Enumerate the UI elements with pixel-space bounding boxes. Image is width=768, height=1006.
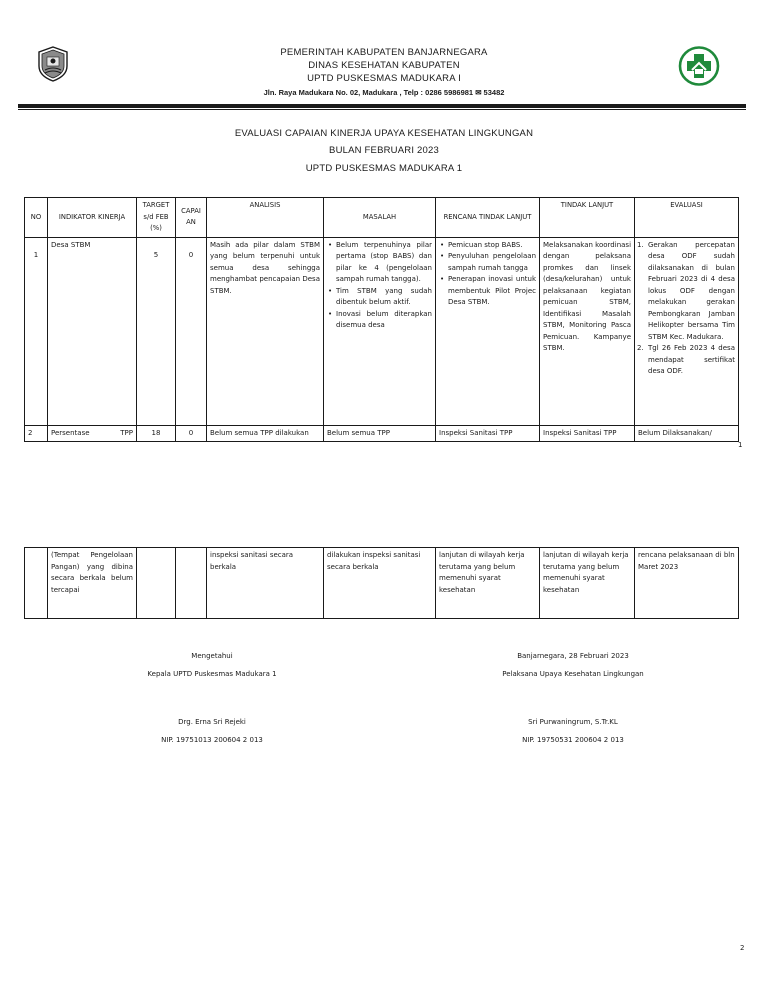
cont-no xyxy=(25,548,48,619)
letterhead-divider-thick xyxy=(18,104,746,108)
row2-analisis: Belum semua TPP dilakukan xyxy=(207,425,324,442)
row2-indikator-b: TPP xyxy=(120,428,133,437)
signature-left-name: Drg. Erna Sri Rejeki xyxy=(178,718,246,726)
report-unit: UPTD PUSKESMAS MADUKARA 1 xyxy=(305,163,463,174)
cont-rencana: lanjutan di wilayah kerja terutama yang belum memenuhi syarat kesehatan xyxy=(436,548,540,619)
header-target: TARGET s/d FEB (%) xyxy=(137,198,176,238)
header-analisis: ANALISIS xyxy=(207,198,324,238)
signature-left-nip: NIP. 19751013 200604 2 013 xyxy=(161,736,263,744)
header-evaluasi: EVALUASI xyxy=(635,198,739,238)
row1-analisis: Masih ada pilar dalam STBM yang belum terpenuhi untuk semua desa sehingga menghambat pencapaian Desa STBM. xyxy=(207,237,324,425)
letterhead-unit: UPTD PUSKESMAS MADUKARA I xyxy=(307,73,461,84)
signature-right-place-date: Banjarnegara, 28 Februari 2023 xyxy=(517,652,629,660)
row2-target: 18 xyxy=(137,425,176,442)
header-masalah: MASALAH xyxy=(324,198,436,238)
header-no: NO xyxy=(25,198,48,238)
row2-no: 2 xyxy=(25,425,48,442)
signature-right-role: Pelaksana Upaya Kesehatan Lingkungan xyxy=(502,670,644,678)
rencana-item: • Penyuluhan pengelolaan sampah rumah tangga xyxy=(439,251,536,274)
cont-target xyxy=(137,548,176,619)
row2-tindak-lanjut: Inspeksi Sanitasi TPP xyxy=(540,425,635,442)
evaluation-table xyxy=(24,197,739,442)
masalah-item: • Tim STBM yang sudah dibentuk belum aktif. xyxy=(327,286,432,309)
report-period: BULAN FEBRUARI 2023 xyxy=(329,145,439,156)
row1-target: 5 xyxy=(137,237,176,425)
cont-evaluasi: rencana pelaksanaan di bln Maret 2023 xyxy=(635,548,739,619)
row1-rencana xyxy=(436,237,540,425)
row2-rencana: Inspeksi Sanitasi TPP xyxy=(436,425,540,442)
row1-evaluasi xyxy=(635,237,739,425)
row1-indikator: Desa STBM xyxy=(48,237,137,425)
page-number: 2 xyxy=(740,944,745,952)
signature-right-nip: NIP. 19750531 200604 2 013 xyxy=(522,736,624,744)
row2-indikator xyxy=(48,425,137,442)
row2-masalah: Belum semua TPP xyxy=(324,425,436,442)
page-number: 1 xyxy=(738,441,743,449)
masalah-item: • Belum terpenuhinya pilar pertama (stop BABS) dan pilar ke 4 (pengelolaan sampah rumah tangga). xyxy=(327,240,432,286)
masalah-item: • Inovasi belum diterapkan disemua desa xyxy=(327,309,432,332)
cont-tindak-lanjut: lanjutan di wilayah kerja terutama yang belum memenuhi syarat kesehatan xyxy=(540,548,635,619)
row2-evaluasi: Belum Dilaksanakan/ xyxy=(635,425,739,442)
table-row xyxy=(25,548,739,619)
evaluasi-item xyxy=(638,343,735,378)
cont-capaian xyxy=(176,548,207,619)
letterhead-address: Jln. Raya Madukara No. 02, Madukara , Telp : 0286 5986981 ✉ 53482 xyxy=(263,88,505,97)
cont-masalah: dilakukan inspeksi sanitasi secara berkala xyxy=(324,548,436,619)
cont-analisis: inspeksi sanitasi secara berkala xyxy=(207,548,324,619)
letterhead-government: PEMERINTAH KABUPATEN BANJARNEGARA xyxy=(280,47,488,58)
letterhead xyxy=(0,46,768,99)
row1-tindak-lanjut: Melaksanakan koordinasi dengan pelaksana promkes dan linsek (desa/kelurahan) untuk pelaksanaan kegiatan pemicuan STBM, Identifikasi Masalah STBM, Monitoring Pasca Pemicuan. Kampanye STBM. xyxy=(540,237,635,425)
evaluasi-item-number: 1. xyxy=(637,240,644,249)
evaluation-table-continued xyxy=(24,547,739,619)
evaluasi-item-text: Tgl 26 Feb 2023 4 desa mendapat sertifikat desa ODF. xyxy=(648,344,735,375)
row2-indikator-a: Persentase xyxy=(51,428,90,437)
signature-left-label: Mengetahui xyxy=(191,652,233,660)
cont-indikator: (Tempat Pengelolaan Pangan) yang dibina secara berkala belum tercapai xyxy=(48,548,137,619)
header-rencana: RENCANA TINDAK LANJUT xyxy=(436,198,540,238)
header-tindak-lanjut: TINDAK LANJUT xyxy=(540,198,635,238)
row2-capaian: 0 xyxy=(176,425,207,442)
letterhead-divider-thin xyxy=(18,109,746,110)
header-indikator: INDIKATOR KINERJA xyxy=(48,198,137,238)
letterhead-department: DINAS KESEHATAN KABUPATEN xyxy=(308,60,460,71)
signature-left-role: Kepala UPTD Puskesmas Madukara 1 xyxy=(147,670,277,678)
rencana-item: • Pemicuan stop BABS. xyxy=(439,240,536,252)
row1-no: 1 xyxy=(25,237,48,425)
evaluasi-item xyxy=(638,240,735,344)
report-title: EVALUASI CAPAIAN KINERJA UPAYA KESEHATAN LINGKUNGAN xyxy=(234,128,534,139)
table-row xyxy=(25,237,739,425)
table-header-row xyxy=(25,198,739,238)
rencana-item: • Penerapan inovasi untuk membentuk Pilot Projec Desa STBM. xyxy=(439,274,536,309)
header-capaian: CAPAI AN xyxy=(176,198,207,238)
table-row xyxy=(25,425,739,442)
evaluasi-item-text: Gerakan percepatan desa ODF sudah dilaksanakan di bulan Februari 2023 di 4 desa lokus ODF dengan melakukan gerakan Pembongkaran Jamban Helikopter bersama Tim STBM Kec. Madukara. xyxy=(648,240,735,341)
evaluasi-item-number: 2. xyxy=(637,344,644,352)
signature-right-name: Sri Purwaningrum, S.Tr.KL xyxy=(528,718,618,726)
row1-masalah xyxy=(324,237,436,425)
row1-capaian: 0 xyxy=(176,237,207,425)
